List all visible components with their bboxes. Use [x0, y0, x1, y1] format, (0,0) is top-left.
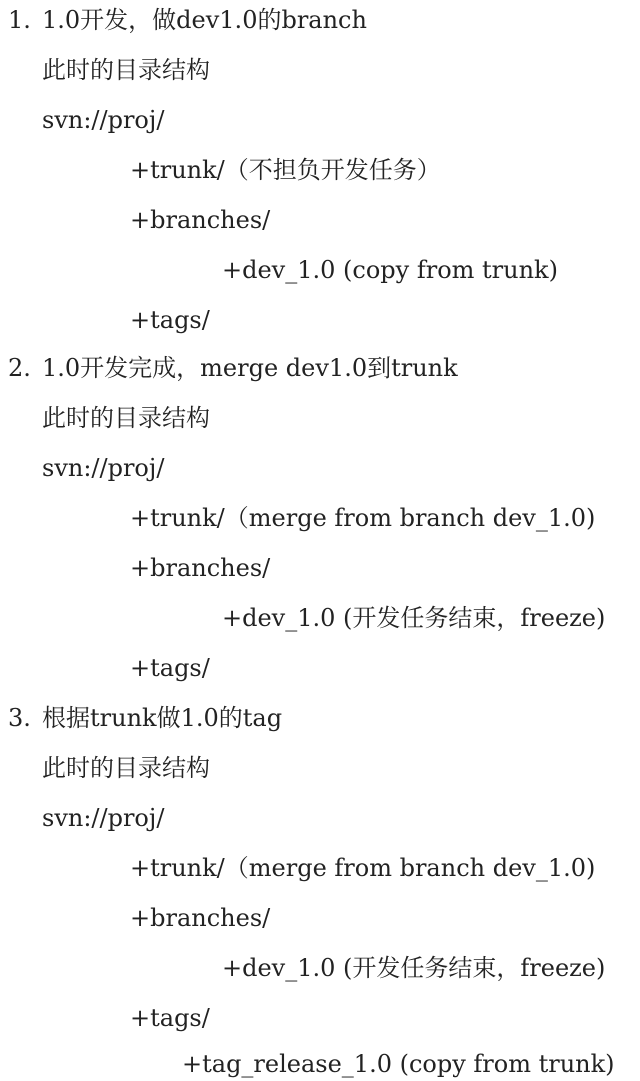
dev-branch-entry: +dev_1.0 (开发任务结束，freeze) [222, 604, 606, 632]
branches-entry: +branches/ [130, 554, 271, 582]
trunk-entry: +trunk/（merge from branch dev_1.0) [130, 504, 596, 532]
dev-branch-entry: +dev_1.0 (copy from trunk) [222, 256, 558, 284]
svn-root: svn://proj/ [42, 454, 165, 482]
dir-structure-label: 此时的目录结构 [42, 56, 210, 84]
tags-entry: +tags/ [130, 1004, 210, 1032]
list-number: 1. [8, 6, 31, 34]
list-item-title: 1.0开发完成，merge dev1.0到trunk [42, 354, 458, 382]
trunk-entry: +trunk/（不担负开发任务） [130, 156, 441, 184]
dir-structure-label: 此时的目录结构 [42, 404, 210, 432]
tags-entry: +tags/ [130, 654, 210, 682]
list-number: 2. [8, 354, 31, 382]
tag-release-entry: +tag_release_1.0 (copy from trunk) [182, 1050, 615, 1078]
list-number: 3. [8, 704, 31, 732]
svn-root: svn://proj/ [42, 106, 165, 134]
branches-entry: +branches/ [130, 206, 271, 234]
list-item-title: 根据trunk做1.0的tag [42, 704, 283, 732]
dev-branch-entry: +dev_1.0 (开发任务结束，freeze) [222, 954, 606, 982]
list-item-title: 1.0开发，做dev1.0的branch [42, 6, 367, 34]
trunk-entry: +trunk/（merge from branch dev_1.0) [130, 854, 596, 882]
tags-entry: +tags/ [130, 306, 210, 334]
svn-root: svn://proj/ [42, 804, 165, 832]
dir-structure-label: 此时的目录结构 [42, 754, 210, 782]
branches-entry: +branches/ [130, 904, 271, 932]
